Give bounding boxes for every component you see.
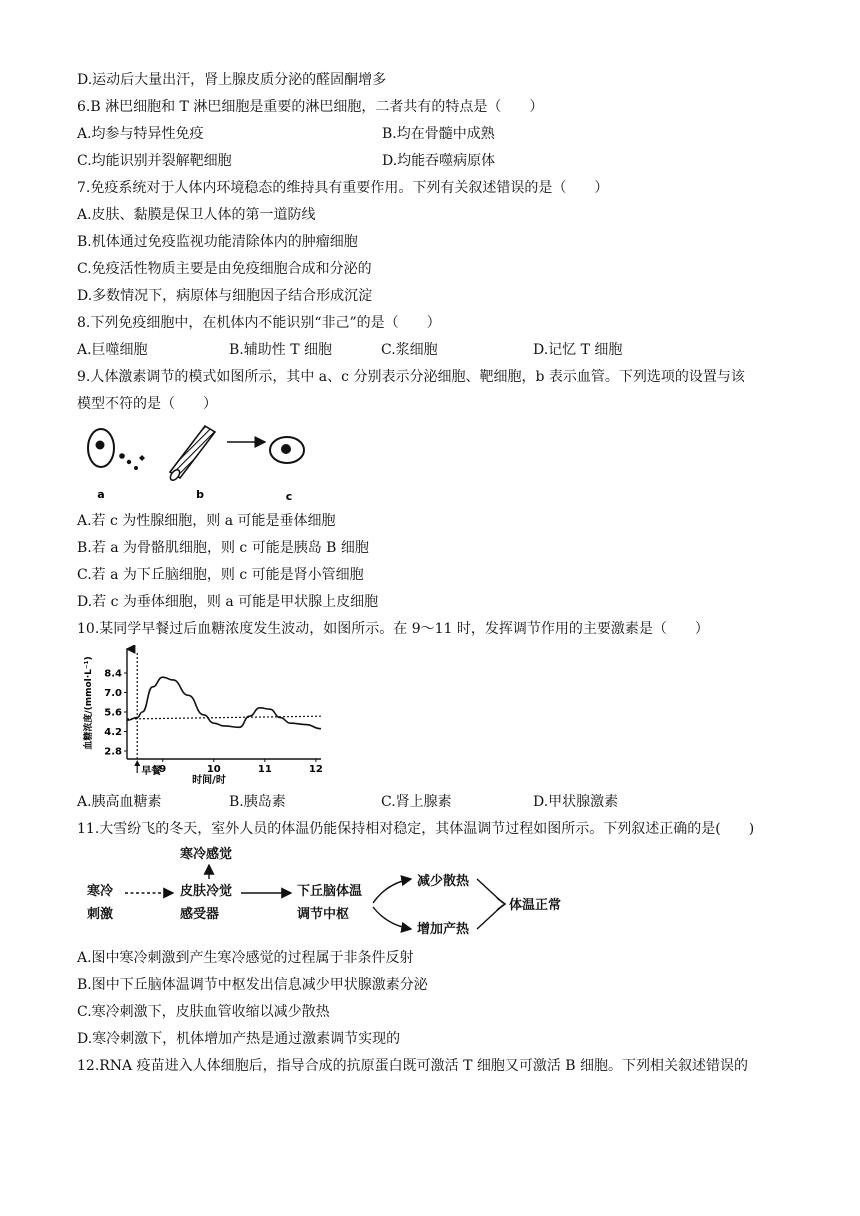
y-tick-label: 2.8 — [104, 746, 122, 758]
q11-stem: 11.大雪纷飞的冬天，室外人员的体温仍能保持相对稳定，其体温调节过程如图所示。下列叙述正确的是( ) — [77, 821, 755, 837]
q7-option-b: B.机体通过免疫监视功能清除体内的肿瘤细胞 — [77, 234, 358, 250]
x-axis-label: 时间/时 — [192, 775, 226, 785]
flow-reduce-heat-loss: 减少散热 — [417, 874, 470, 889]
q6-option-d: D.均能吞噬病原体 — [382, 153, 496, 169]
x-tick-label: 9 — [159, 764, 167, 775]
glucose-chart-svg — [77, 645, 327, 785]
q9-option-c: C.若 a 为下丘脑细胞，则 c 可能是肾小管细胞 — [77, 567, 364, 583]
y-tick-label: 4.2 — [104, 727, 122, 738]
q9-option-b: B.若 a 为骨骼肌细胞，则 c 可能是胰岛 B 细胞 — [77, 540, 369, 556]
q6-options-row2 — [77, 148, 789, 175]
q7-option-a: A.皮肤、黏膜是保卫人体的第一道防线 — [77, 207, 316, 223]
q10-option-d: D.甲状腺激素 — [533, 794, 619, 810]
y-axis-label: 血糖浓度/(mmol·L⁻¹) — [84, 656, 94, 750]
y-tick-label: 7.0 — [104, 688, 122, 699]
q11-flow-diagram — [77, 845, 587, 941]
q10-option-b: B.胰岛素 — [229, 794, 286, 810]
flow-cold-feeling: 寒冷感觉 — [180, 847, 233, 862]
y-tick-label: 8.4 — [104, 668, 122, 680]
flow-center-2: 调节中枢 — [297, 907, 350, 922]
flow-receptor-1: 皮肤冷觉 — [180, 884, 233, 899]
q11-option-a: A.图中寒冷刺激到产生寒冷感觉的过程属于非条件反射 — [77, 950, 414, 966]
x-tick-label: 10 — [206, 764, 221, 775]
x-tick-label: 12 — [308, 764, 323, 775]
q7-option-c: C.免疫活性物质主要是由免疫细胞合成和分泌的 — [77, 261, 372, 277]
q6-option-c: C.均能识别并裂解靶细胞 — [77, 153, 232, 169]
q9-stem-line2: 模型不符的是（ ） — [77, 396, 217, 412]
label-b: b — [196, 488, 204, 501]
flow-normal-temperature: 体温正常 — [509, 898, 562, 913]
y-tick-label: 5.6 — [104, 707, 122, 719]
q11-option-d: D.寒冷刺激下，机体增加产热是通过激素调节实现的 — [77, 1031, 401, 1047]
flow-center-1: 下丘脑体温 — [297, 884, 363, 899]
q9-option-d: D.若 c 为垂体细胞，则 a 可能是甲状腺上皮细胞 — [77, 594, 379, 610]
target-cell-c — [270, 437, 304, 463]
q9-hormone-model-figure — [77, 420, 789, 504]
q9-diagram — [77, 420, 337, 504]
breakfast-label: 早餐 — [141, 766, 162, 777]
q8-stem: 8.下列免疫细胞中，在机体内不能识别“非己”的是（ ） — [77, 315, 441, 331]
flow-increase-heat-production: 增加产热 — [417, 922, 470, 937]
breakfast-arrowhead — [134, 760, 140, 766]
flow-cold-stimulus-2: 刺激 — [87, 907, 114, 922]
q10-blood-glucose-chart — [77, 645, 789, 785]
blood-vessel-b — [169, 426, 215, 482]
q6-option-a: A.均参与特异性免疫 — [77, 126, 204, 142]
q8-option-a: A.巨噬细胞 — [77, 342, 148, 358]
q6-options-row1 — [77, 121, 789, 148]
q11-option-c: C.寒冷刺激下，皮肤血管收缩以减少散热 — [77, 1004, 330, 1020]
q7-option-d: D.多数情况下，病原体与细胞因子结合形成沉淀 — [77, 288, 373, 304]
exam-page — [77, 67, 789, 1080]
flow-cold-stimulus-1: 寒冷 — [87, 884, 114, 899]
q11-thermoregulation-figure — [77, 845, 789, 941]
q5-option-d: D.运动后大量出汗，肾上腺皮质分泌的醛固酮增多 — [77, 72, 387, 88]
q12-stem: 12.RNA 疫苗进入人体细胞后，指导合成的抗原蛋白既可激活 T 细胞又可激活 B 细胞。下列相关叙述错误的 — [77, 1058, 749, 1074]
q8-options-row — [77, 337, 789, 364]
flow-merge-arrowhead — [497, 898, 505, 910]
q7-stem: 7.免疫系统对于人体内环境稳态的维持具有重要作用。下列有关叙述错误的是（ ） — [77, 180, 609, 196]
label-c: c — [285, 490, 293, 503]
flow-arrow-increase — [373, 907, 411, 929]
q10-options-row — [77, 789, 789, 816]
q6-option-b: B.均在骨髓中成熟 — [382, 126, 495, 142]
q10-option-a: A.胰高血糖素 — [77, 794, 162, 810]
q8-option-b: B.辅助性 T 细胞 — [229, 342, 332, 358]
label-a: a — [97, 488, 105, 501]
flow-arrow-reduce — [373, 879, 411, 903]
x-tick-label: 11 — [257, 764, 272, 775]
glucose-curve — [127, 677, 321, 729]
q8-option-c: C.浆细胞 — [381, 342, 438, 358]
q8-option-d: D.记忆 T 细胞 — [533, 342, 623, 358]
secretory-cell-a — [88, 429, 114, 467]
hormone-molecules — [119, 453, 145, 470]
flow-receptor-2: 感受器 — [180, 907, 220, 922]
q11-option-b: B.图中下丘脑体温调节中枢发出信息减少甲状腺激素分泌 — [77, 977, 428, 993]
q9-option-a: A.若 c 为性腺细胞，则 a 可能是垂体细胞 — [77, 513, 336, 529]
q10-stem: 10.某同学早餐过后血糖浓度发生波动，如图所示。在 9～11 时，发挥调节作用的主要激素是（ ） — [77, 621, 709, 637]
baseline-dashed-line — [127, 716, 321, 719]
q6-stem: 6.B 淋巴细胞和 T 淋巴细胞是重要的淋巴细胞，二者共有的特点是（ ） — [77, 99, 544, 115]
q10-option-c: C.肾上腺素 — [381, 794, 452, 810]
q9-stem-line1: 9.人体激素调节的模式如图所示，其中 a、c 分别表示分泌细胞、靶细胞，b 表示血管。下列选项的设置与该 — [77, 369, 745, 385]
